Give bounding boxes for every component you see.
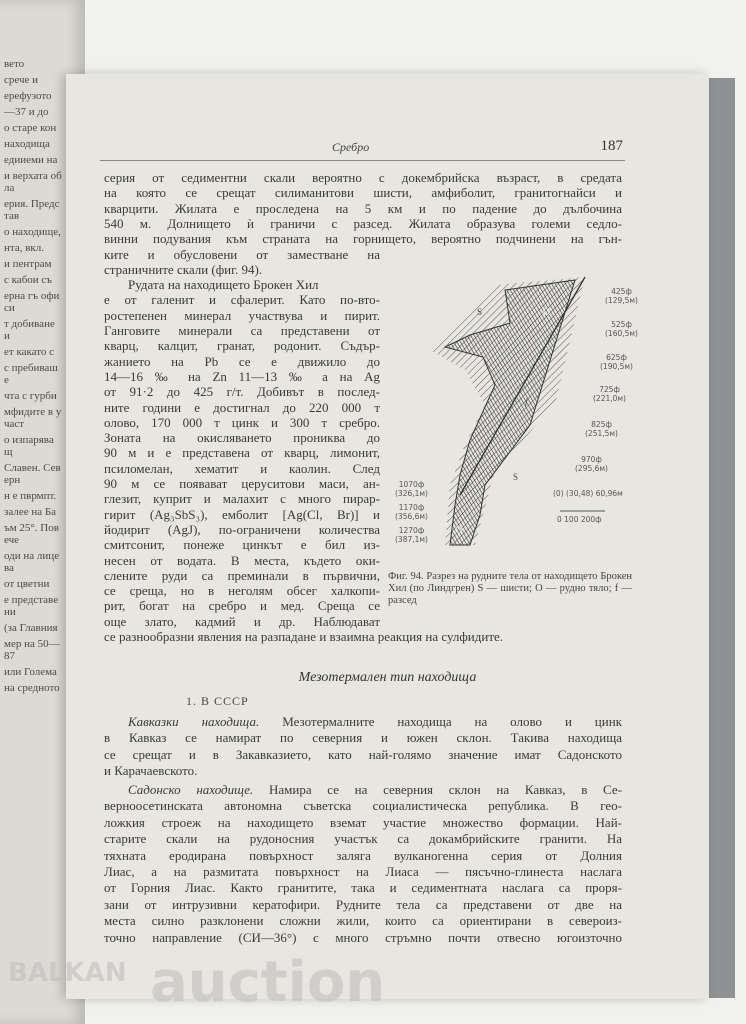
paragraph-lead: Садонско находище. <box>128 782 269 797</box>
body-line: гирит (Ag₃SbS₃), емболит [Ag(Cl, Br)] и <box>104 506 380 522</box>
body-line: се разнообразни явления на разпадане и взаимна реакция на сулфидите. <box>104 629 504 644</box>
facing-page-text: нта, вкл. <box>4 242 44 254</box>
body-line: 90 м и е представена от кварц, лимонит, <box>104 445 380 461</box>
facing-page-text: или Голема <box>4 666 57 678</box>
facing-page-text: о старе кон <box>4 122 57 134</box>
facing-page-text: ерефузото <box>4 90 52 102</box>
schist-label: S <box>477 307 483 317</box>
body-line: 14—16 ‰ на Zn 11—13 ‰ а на Ag <box>104 368 380 384</box>
section-title: Мезотермален тип находища <box>298 670 477 685</box>
facing-page-text: мфидите в участ <box>4 406 62 430</box>
ore-label: O <box>455 525 463 536</box>
facing-page-text: и пентрам <box>4 258 52 270</box>
body-line: Ганговите минерали са представени от <box>104 323 380 338</box>
body-line: ростепенен минерал участвува и пирит. <box>104 307 380 323</box>
body-line: жанието на Pb се е движило до <box>104 353 380 369</box>
depth-label: 1270ф (387,1м) <box>395 526 428 544</box>
body-line: зани от интрузивни кератофири. Рудните тела са представени от две на <box>104 896 622 912</box>
facing-page-text: от цветни <box>4 578 50 590</box>
facing-page-text: с кабои съ <box>4 274 52 286</box>
facing-page-text: ерна гъ офиси <box>4 290 60 314</box>
facing-page-text: мер на 50—87 <box>4 638 60 662</box>
depth-label: 1070ф (326,1м) <box>395 480 428 498</box>
body-line: олово, 170 000 т цинк и 300 т сребро. <box>104 414 380 430</box>
ore-label: O <box>543 307 551 318</box>
facing-page-text: залее на Ба <box>4 506 57 518</box>
watermark-logo: BALKAN <box>8 958 127 988</box>
fault-label: f <box>525 397 528 407</box>
body-line: кварц, калцит, гранат, родонит. Съдър- <box>104 338 380 354</box>
facing-page-text: на средното <box>4 682 60 694</box>
facing-page-text: ет какато с <box>4 346 55 358</box>
body-line: точно направление (СИ—36°) с много стръмно почти отвесно югоизточно <box>104 929 622 945</box>
body-line: е от галенит и сфалерит. Като по-вто- <box>104 292 380 308</box>
facing-page-text: находища <box>4 138 50 150</box>
body-line: в Кавказ се намират по северния и южен склон. Такива находища <box>104 730 622 746</box>
facing-page-text: о изпаряващ <box>4 434 54 458</box>
body-line: още злато, кадмий и др. Наблюдават <box>104 613 380 629</box>
body-line: Садонско находище. Намира се на северния склон на Кавказ, в Се- <box>128 782 622 797</box>
body-line: тяхната еродирана повърхност залягa вулканогенна серия от Долния <box>104 847 622 863</box>
facing-page-text: вето <box>4 58 25 70</box>
body-line: ните години е достигнал до 220 000 т <box>104 399 380 415</box>
depth-label: 525ф (160,5м) <box>605 320 638 338</box>
watermark-logo-large: auction <box>150 950 386 1015</box>
body-line: псиломелан, хематит и каолин. След <box>104 460 380 476</box>
body-line: Кавказки находища. Мезотермалните находища на олово и цинк <box>128 714 622 729</box>
depth-label: 1170ф (356,6м) <box>395 503 428 521</box>
body-line: ките и обусловени от заместване на <box>104 246 380 262</box>
body-line: страничните скали (фиг. 94). <box>104 261 263 277</box>
body-line: на която се срещат силиманитови шисти, амфиболит, гранитогнайси и <box>104 185 622 201</box>
depth-label: 970ф (295,6м) <box>575 455 608 473</box>
page-number: 187 <box>600 138 623 154</box>
body-line: ложкия строеж на находището вземат участие множество формации. Най- <box>104 814 622 830</box>
facing-page-text: ерия. Представ <box>4 198 60 222</box>
body-line: слените руди са преминали в първични, <box>104 567 380 583</box>
body-line: старите скали на рудоносния участък са докамбрийските гранити. На <box>104 831 622 847</box>
body-line: и Карачаевското. <box>104 763 198 779</box>
facing-page-text-column <box>4 58 62 694</box>
facing-page-text: о находище, <box>4 226 61 238</box>
body-line: се среща, но в неголям обсег халкопи- <box>104 583 380 599</box>
body-line: от Горния Лиас. Както гранитите, така и седиментната наслага са проря- <box>104 880 622 896</box>
facing-page-text: едииеми на <box>4 154 58 166</box>
facing-page-text: —37 и до <box>4 106 49 118</box>
facing-page-text: и верхата обла <box>4 170 62 194</box>
running-header <box>100 138 625 161</box>
body-line: верноосетинската автономна съветска социалистическа република. В гео- <box>104 798 622 814</box>
facing-page-text: н е пврмпт. <box>4 490 57 502</box>
body-line: от 91·2 до 425 г/т. Добивът в послед- <box>104 384 380 400</box>
depth-label: 425ф (129,5м) <box>605 287 638 305</box>
cross-section-drawing <box>425 275 650 555</box>
scale-label-bottom: 0 100 200ф <box>557 515 602 524</box>
scale-label-top: (0) (30,48) 60,96м <box>553 489 623 498</box>
body-line: рит, богат на сребро и мед. Среща се <box>104 598 380 614</box>
body-line: винни подувания към страната на горнището, вероятно подчинени на гън- <box>104 231 622 247</box>
facing-page-text: оди на лицева <box>4 550 60 574</box>
body-line: серия от седиментни скали вероятно с докембрийска възраст, в средата <box>104 170 622 185</box>
depth-label: 725ф (221,0м) <box>593 385 626 403</box>
header-title: Сребро <box>332 140 370 154</box>
subsection-title: 1. В СССР <box>186 694 249 708</box>
body-line: смитсонит, понеже цинкът е бил из- <box>104 537 380 553</box>
facing-page-text: чта с гурби <box>4 390 57 402</box>
facing-page-text: т добиване и <box>4 318 55 342</box>
facing-page-text: Славен. Северн <box>4 462 61 486</box>
schist-label: S <box>513 472 519 482</box>
figure-94-cross-section <box>395 275 650 555</box>
facing-page-text: ъм 25°. Повече <box>4 522 59 546</box>
body-line: Лиас, а на размитата повърхност на Лиаса — пясъчно-глинеста наслага <box>104 864 622 879</box>
facing-page-text: с пребиваше <box>4 362 58 386</box>
body-line: йодирит (AgJ), по-ограничени количества <box>104 521 380 537</box>
body-line: места силно разклонени сложни жили, които са ориентирани в североиз- <box>104 913 622 929</box>
body-line: глезит, куприт и малахит с много пирар- <box>104 491 380 507</box>
body-line: Рудата на находището Брокен Хил <box>128 277 319 293</box>
facing-page-text: срече и <box>4 74 39 86</box>
body-line: кварцити. Жилата е проследена на 5 км и по падение до дълбочина <box>104 200 622 216</box>
paragraph-lead: Кавказки находища. <box>128 714 283 729</box>
body-line: се срещат и в Закавказието, като най-голямо значение имат Садонското <box>104 746 622 762</box>
figure-caption: Фиг. 94. Разрез на рудните тела от находището Брокен Хил (по Линдгрен) S — шисти; O — рудно тяло; f — разсед <box>388 571 632 606</box>
depth-label: 625ф (190,5м) <box>600 353 633 371</box>
facing-page-text: е представени <box>4 594 59 618</box>
body-line: 90 м се появават церуситови маси, ан- <box>104 476 380 491</box>
facing-page-text: (за Главния <box>4 622 58 634</box>
depth-label: 825ф (251,5м) <box>585 420 618 438</box>
body-line: несен от водата. В места, където оки- <box>104 552 380 568</box>
body-line: Зоната на окисляването прониква до <box>104 430 380 446</box>
body-line: 540 м. Долнището ѝ граничи с разсед. Жилата образува големи седло- <box>104 215 622 231</box>
